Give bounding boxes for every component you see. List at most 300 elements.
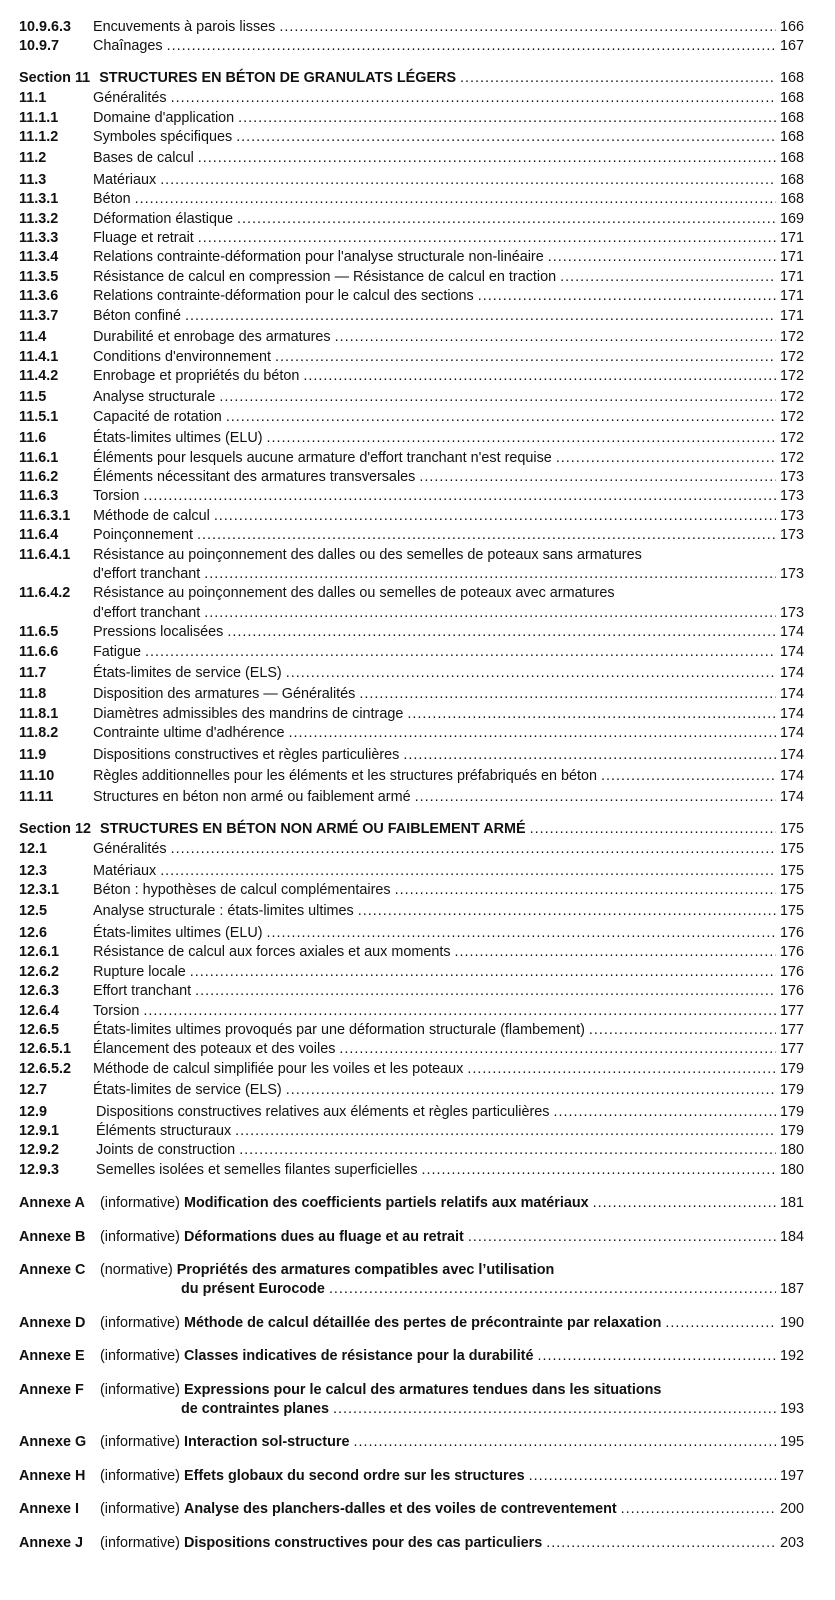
toc-entry[interactable]: [19, 89, 804, 108]
toc-entry-title: États-limites ultimes provoqués par une déformation structurale (flambement): [93, 1021, 585, 1038]
toc-entry-line: [19, 268, 804, 287]
toc-entry-number: 11.8.2: [19, 725, 59, 742]
toc-entry-number: 12.3.1: [19, 882, 60, 899]
toc-page-number: 175: [779, 903, 804, 920]
toc-entry[interactable]: [19, 18, 804, 37]
leader-dots: [171, 840, 776, 859]
toc-entry[interactable]: [19, 881, 804, 900]
toc-page-number: 168: [779, 69, 804, 86]
toc-page-number: 180: [779, 1142, 804, 1159]
toc-page-number: 173: [779, 527, 804, 544]
toc-entry[interactable]: [19, 584, 804, 623]
toc-entry[interactable]: [19, 109, 804, 128]
toc-entry-line: [19, 546, 804, 565]
toc-entry[interactable]: [19, 546, 804, 585]
toc-page-number: 179: [779, 1103, 804, 1120]
leader-dots: [238, 109, 776, 128]
toc-section-number: Section 12: [19, 820, 91, 837]
toc-entry[interactable]: [19, 507, 804, 526]
toc-entry-number: 12.5: [19, 903, 48, 920]
leader-dots: [537, 1347, 776, 1366]
toc-entry-title: Béton : hypothèses de calcul complémentaires: [93, 882, 391, 899]
toc-page-number: 174: [779, 789, 804, 806]
toc-entry-number: 11.3: [19, 171, 47, 188]
toc-entry-title: Résistance de calcul en compression — Résistance de calcul en traction: [93, 268, 557, 285]
toc-entry-title: Béton confiné: [93, 307, 182, 324]
toc-entry-number: Annexe I: [19, 1501, 79, 1518]
toc-entry-line: [19, 1314, 804, 1333]
toc-entry[interactable]: [19, 449, 804, 468]
toc-entry-line: [19, 643, 804, 662]
toc-entry-number: 11.9: [19, 746, 47, 763]
toc-entry-number: 11.8: [19, 686, 47, 703]
toc-page-number: 171: [779, 230, 804, 247]
toc-entry-number: 10.9.7: [19, 38, 60, 55]
toc-entry[interactable]: [19, 902, 804, 921]
toc-annex-entry[interactable]: [19, 1194, 804, 1213]
toc-entry-title: Effort tranchant: [93, 983, 192, 1000]
toc-entry[interactable]: [19, 307, 804, 326]
toc-annex-qualifier: (informative): [100, 1195, 180, 1212]
toc-entry-line: [19, 367, 804, 386]
toc-annex-entry[interactable]: [19, 1500, 804, 1519]
leader-dots: [415, 788, 776, 807]
toc-entry[interactable]: [19, 367, 804, 386]
leader-dots: [267, 924, 776, 943]
leader-dots: [455, 943, 776, 962]
toc-entry-line: [19, 210, 804, 229]
toc-entry[interactable]: [19, 724, 804, 743]
toc-entry-line: [19, 902, 804, 921]
toc-annex-qualifier: (informative): [100, 1467, 180, 1484]
toc-entry-line: [19, 1103, 804, 1122]
toc-entry-title: Élancement des poteaux et des voiles: [93, 1041, 336, 1058]
leader-dots: [359, 685, 776, 704]
toc-entry[interactable]: [19, 664, 804, 683]
toc-entry-line: [19, 943, 804, 962]
toc-annex-entry[interactable]: [19, 1467, 804, 1486]
leader-dots: [546, 1534, 776, 1553]
leader-dots: [167, 37, 776, 56]
toc-entry-line: [19, 487, 804, 506]
toc-entry[interactable]: [19, 963, 804, 982]
toc-page-number: 190: [779, 1314, 804, 1331]
toc-entry-number: 11.3.7: [19, 307, 59, 324]
toc-entry[interactable]: [19, 746, 804, 765]
toc-annex-entry[interactable]: [19, 1314, 804, 1333]
toc-entry-number: 12.9.1: [19, 1122, 60, 1139]
toc-entry-number: 12.9: [19, 1103, 48, 1120]
toc-entry[interactable]: [19, 1141, 804, 1160]
toc-entry[interactable]: [19, 643, 804, 662]
toc-entry[interactable]: [19, 1161, 804, 1180]
toc-entry-number: 12.6.4: [19, 1002, 60, 1019]
leader-dots: [529, 1467, 776, 1486]
toc-page-number: 168: [779, 90, 804, 107]
toc-page-number: 173: [779, 488, 804, 505]
toc-entry-title: Expressions pour le calcul des armatures tendues dans les situations: [183, 1381, 662, 1398]
leader-dots: [478, 287, 776, 306]
toc-entry-title: Éléments pour lesquels aucune armature d'effort tranchant n'est requise: [93, 449, 552, 466]
toc-page-number: 175: [779, 882, 804, 899]
toc-page-number: 172: [779, 367, 804, 384]
toc-entry-line: [19, 229, 804, 248]
toc-entry[interactable]: [19, 1122, 804, 1141]
toc-page-number: 169: [779, 210, 804, 227]
toc-entry-line: [19, 1467, 804, 1486]
toc-page-number: 177: [779, 1002, 804, 1019]
toc-entry-number: 12.9.3: [19, 1161, 60, 1178]
toc-entry-number: Annexe C: [19, 1261, 86, 1278]
toc-section-title: STRUCTURES EN BÉTON DE GRANULATS LÉGERS: [99, 69, 457, 86]
toc-entry-line: [19, 1081, 804, 1100]
leader-dots: [601, 767, 776, 786]
toc-entry-title: Bases de calcul: [93, 150, 194, 167]
toc-entry[interactable]: [19, 348, 804, 367]
toc-annex-qualifier: (informative): [100, 1381, 180, 1398]
toc-entry-line: [19, 705, 804, 724]
toc-entry-title-continued: du présent Eurocode: [181, 1281, 325, 1298]
toc-entry-title: Classes indicatives de résistance pour la durabilité: [183, 1348, 534, 1365]
toc-page-number: 179: [779, 1122, 804, 1139]
toc-entry-number: 11.6.5: [19, 624, 59, 641]
toc-entry-number: 11.6.2: [19, 468, 59, 485]
toc-entry-number: Annexe F: [19, 1381, 84, 1398]
toc-page-number: 180: [779, 1161, 804, 1178]
toc-entry-line: [19, 584, 804, 603]
toc-entry-title: Propriétés des armatures compatibles avec l’utilisation: [176, 1261, 555, 1278]
toc-entry-line: [19, 190, 804, 209]
toc-entry-line: [19, 1021, 804, 1040]
toc-entry-number: 12.6.2: [19, 963, 60, 980]
toc-page-number: 168: [779, 109, 804, 126]
toc-entry[interactable]: [19, 210, 804, 229]
leader-dots: [145, 643, 776, 662]
toc-entry-number: 12.6.5: [19, 1021, 60, 1038]
toc-entry-number: 12.3: [19, 862, 48, 879]
toc-entry-title: Matériaux: [93, 862, 157, 879]
leader-dots: [267, 429, 776, 448]
leader-dots: [286, 664, 776, 683]
toc-entry-line: [19, 623, 804, 642]
toc-entry-line: [19, 982, 804, 1001]
toc-entry-number: Annexe B: [19, 1228, 86, 1245]
toc-entry[interactable]: [19, 982, 804, 1001]
toc-entry-title: Structures en béton non armé ou faiblement armé: [93, 789, 411, 806]
toc-entry-title: Torsion: [93, 1002, 140, 1019]
toc-entry-number: Annexe J: [19, 1534, 83, 1551]
toc-entry-line: [19, 248, 804, 267]
toc-annex-entry[interactable]: [19, 1381, 804, 1420]
leader-dots: [214, 507, 776, 526]
toc-entry-line: [19, 664, 804, 683]
toc-entry-title: États-limites ultimes (ELU): [93, 430, 263, 447]
toc-page-number: 168: [779, 150, 804, 167]
toc-entry[interactable]: [19, 840, 804, 859]
leader-dots: [593, 1194, 776, 1213]
toc-entry[interactable]: [19, 1002, 804, 1021]
toc-entry[interactable]: [19, 328, 804, 347]
toc-entry-line: [19, 788, 804, 807]
toc-entry[interactable]: [19, 705, 804, 724]
leader-dots: [135, 190, 776, 209]
toc-entry-line: [19, 408, 804, 427]
leader-dots: [171, 89, 776, 108]
toc-page-number: 175: [779, 841, 804, 858]
toc-entry[interactable]: [19, 623, 804, 642]
toc-page-number: 173: [779, 468, 804, 485]
toc-page-number: 167: [779, 38, 804, 55]
toc-page-number: 171: [779, 288, 804, 305]
leader-dots: [198, 229, 776, 248]
toc-entry-title: Généralités: [93, 90, 167, 107]
toc-entry-title: Méthode de calcul détaillée des pertes de précontrainte par relaxation: [183, 1314, 662, 1331]
toc-entry-line: [19, 1002, 804, 1021]
toc-page-number: 171: [779, 268, 804, 285]
toc-entry-title: Pressions localisées: [93, 624, 224, 641]
toc-entry-line: [19, 1060, 804, 1079]
toc-entry-line: [19, 724, 804, 743]
leader-dots: [275, 348, 776, 367]
toc-page-number: 192: [779, 1348, 804, 1365]
toc-entry-line: [19, 1122, 804, 1141]
toc-entry-line: [19, 348, 804, 367]
leader-dots: [554, 1103, 776, 1122]
toc-page-number: 187: [779, 1281, 804, 1298]
toc-annex-entry[interactable]: [19, 1228, 804, 1247]
toc-entry-number: 11.4.1: [19, 348, 59, 365]
toc-page-number: 174: [779, 705, 804, 722]
toc-entry-line: [19, 18, 804, 37]
leader-dots: [335, 328, 776, 347]
toc-annex-qualifier: (normative): [100, 1261, 173, 1278]
toc-entry-title-continued: de contraintes planes: [181, 1401, 329, 1417]
toc-page-number: 184: [779, 1228, 804, 1245]
toc-entry[interactable]: [19, 1081, 804, 1100]
toc-entry-number: 12.6.5.1: [19, 1041, 72, 1058]
toc-section-heading[interactable]: [19, 69, 804, 88]
toc-annex-entry[interactable]: [19, 1261, 804, 1300]
toc-entry-line: [19, 924, 804, 943]
leader-dots: [160, 171, 776, 190]
toc-entry-title: Contrainte ultime d'adhérence: [93, 725, 285, 742]
toc-entry-title: Modification des coefficients partiels relatifs aux matériaux: [183, 1195, 589, 1212]
toc-entry[interactable]: [19, 788, 804, 807]
toc-entry-number: 11.3.6: [19, 288, 59, 305]
toc-page-number: 172: [779, 430, 804, 447]
toc-entry-number: 11.6.6: [19, 643, 59, 660]
toc-entry-line: [19, 881, 804, 900]
toc-entry-title: Fatigue: [93, 643, 141, 660]
toc-entry-number: 11.3.1: [19, 191, 59, 208]
toc-entry-line: [19, 1261, 804, 1280]
toc-entry[interactable]: [19, 924, 804, 943]
toc-entry-title: Encuvements à parois lisses: [93, 19, 276, 35]
toc-entry-number: 11.2: [19, 150, 47, 167]
leader-dots: [339, 1040, 776, 1059]
toc-entry-line: [19, 89, 804, 108]
toc-entry-title: Fluage et retrait: [93, 230, 194, 247]
toc-page-number: 168: [779, 191, 804, 208]
toc-entry-line: [19, 109, 804, 128]
toc-entry-line: [19, 507, 804, 526]
toc-entry[interactable]: [19, 171, 804, 190]
toc-entry-title: Analyse structurale: [93, 389, 216, 406]
leader-dots: [560, 268, 776, 287]
toc-entry-number: Annexe A: [19, 1195, 85, 1212]
toc-page-number: 176: [779, 963, 804, 980]
toc-entry-number: 12.9.2: [19, 1142, 60, 1159]
toc-page-number: 174: [779, 624, 804, 641]
toc-section-heading[interactable]: [19, 820, 804, 839]
toc-entry-title: Dispositions constructives et règles particulières: [93, 746, 400, 763]
toc-entry[interactable]: [19, 468, 804, 487]
toc-page-number: 179: [779, 1082, 804, 1099]
toc-entry-title: Semelles isolées et semelles filantes superficielles: [96, 1161, 418, 1178]
toc-entry[interactable]: [19, 1021, 804, 1040]
toc-annex-qualifier: (informative): [100, 1534, 180, 1551]
toc-annex-entry[interactable]: [19, 1433, 804, 1452]
toc-entry-title: Matériaux: [93, 171, 157, 188]
toc-entry[interactable]: [19, 685, 804, 704]
leader-dots: [204, 565, 776, 584]
toc-entry-title: Déformation élastique: [93, 210, 233, 227]
toc-entry-title: Analyse structurale : états-limites ultimes: [93, 903, 354, 920]
toc-section-title: STRUCTURES EN BÉTON NON ARMÉ OU FAIBLEMENT ARMÉ: [99, 820, 526, 837]
toc-entry-number: 12.7: [19, 1082, 48, 1099]
leader-dots: [460, 69, 776, 88]
toc-page-number: 173: [779, 507, 804, 524]
toc-page-number: 203: [779, 1534, 804, 1551]
toc-page-number: 168: [779, 129, 804, 146]
toc-entry[interactable]: [19, 408, 804, 427]
toc-entry-line: [19, 1400, 804, 1419]
toc-entry-number: 11.4: [19, 329, 47, 346]
leader-dots: [219, 388, 776, 407]
toc-entry-title: Résistance de calcul aux forces axiales et aux moments: [93, 944, 451, 961]
toc-entry[interactable]: [19, 268, 804, 287]
toc-entry-number: 11.8.1: [19, 705, 59, 722]
toc-entry-title: Relations contrainte-déformation pour l'analyse structurale non-linéaire: [93, 249, 544, 266]
leader-dots: [395, 881, 776, 900]
toc-entry[interactable]: [19, 1103, 804, 1122]
toc-page-number: 195: [779, 1434, 804, 1451]
toc-entry-number: 10.9.6.3: [19, 19, 72, 35]
toc-entry-number: 11.4.2: [19, 367, 59, 384]
toc-entry-number: 11.1.2: [19, 129, 59, 146]
toc-annex-qualifier: (informative): [100, 1434, 180, 1451]
leader-dots: [279, 18, 776, 37]
leader-dots: [358, 902, 776, 921]
toc-page-number: 193: [779, 1401, 804, 1417]
toc-entry[interactable]: [19, 767, 804, 786]
leader-dots: [407, 705, 776, 724]
leader-dots: [235, 1122, 776, 1141]
toc-entry[interactable]: [19, 943, 804, 962]
toc-entry-title: Résistance au poinçonnement des dalles ou semelles de poteaux avec armatures: [93, 585, 615, 602]
toc-entry-title: Relations contrainte-déformation pour le calcul des sections: [93, 288, 474, 305]
leader-dots: [467, 1060, 776, 1079]
leader-dots: [354, 1433, 776, 1452]
toc-annex-entry[interactable]: [19, 1347, 804, 1366]
leader-dots: [422, 1161, 776, 1180]
toc-entry-number: Annexe G: [19, 1434, 87, 1451]
leader-dots: [160, 862, 776, 881]
toc-page-number: 174: [779, 643, 804, 660]
toc-entry-line: [19, 1381, 804, 1400]
toc-entry-line: [19, 149, 804, 168]
leader-dots: [329, 1280, 776, 1299]
toc-entry-number: 11.5: [19, 389, 47, 406]
toc-entry-line: [19, 328, 804, 347]
toc-page-number: 172: [779, 348, 804, 365]
toc-entry[interactable]: [19, 526, 804, 545]
toc-entry[interactable]: [19, 287, 804, 306]
toc-entry-title: Domaine d'application: [93, 109, 235, 126]
toc-page-number: 177: [779, 1021, 804, 1038]
toc-annex-qualifier: (informative): [100, 1314, 180, 1331]
toc-entry[interactable]: [19, 248, 804, 267]
toc-page-number: 166: [779, 19, 804, 35]
toc-entry[interactable]: [19, 149, 804, 168]
toc-entry-title: États-limites de service (ELS): [93, 1082, 282, 1099]
toc-annex-qualifier: (informative): [100, 1348, 180, 1365]
toc-entry-number: 11.1: [19, 90, 47, 107]
toc-entry[interactable]: [19, 862, 804, 881]
toc-page-number: 176: [779, 983, 804, 1000]
toc-entry-line: [19, 449, 804, 468]
toc-entry-line: [19, 1534, 804, 1553]
toc-entry-line: [19, 963, 804, 982]
leader-dots: [227, 623, 776, 642]
toc-annex-entry[interactable]: [19, 1534, 804, 1553]
toc-page-number: 176: [779, 924, 804, 941]
toc-entry-title: Béton: [93, 191, 131, 208]
toc-page-number: 181: [779, 1195, 804, 1212]
toc-page-number: 172: [779, 389, 804, 406]
toc-entry-number: 11.11: [19, 789, 54, 806]
toc-entry[interactable]: [19, 190, 804, 209]
toc-entry[interactable]: [19, 1060, 804, 1079]
toc-entry-title: Dispositions constructives relatives aux éléments et règles particulières: [96, 1103, 550, 1120]
toc-entry[interactable]: [19, 429, 804, 448]
toc-entry[interactable]: [19, 487, 804, 506]
toc-page-number: 174: [779, 746, 804, 763]
leader-dots: [556, 449, 776, 468]
toc-page-number: 197: [779, 1467, 804, 1484]
toc-page-number: 171: [779, 307, 804, 324]
toc-entry-line: [19, 565, 804, 584]
leader-dots: [286, 1081, 776, 1100]
toc-entry-number: 12.6.1: [19, 944, 60, 961]
toc-entry-number: 11.6.3: [19, 488, 59, 505]
leader-dots: [333, 1400, 776, 1419]
toc-entry-number: 11.6.1: [19, 449, 59, 466]
toc-entry-number: Annexe E: [19, 1348, 85, 1365]
toc-entry[interactable]: [19, 388, 804, 407]
leader-dots: [226, 408, 776, 427]
leader-dots: [665, 1314, 776, 1333]
leader-dots: [198, 149, 776, 168]
toc-entry[interactable]: [19, 128, 804, 147]
leader-dots: [197, 526, 776, 545]
toc-entry[interactable]: [19, 229, 804, 248]
toc-entry-title: Torsion: [93, 488, 140, 505]
toc-entry[interactable]: [19, 37, 804, 56]
toc-entry-number: 12.1: [19, 841, 48, 858]
leader-dots: [204, 604, 776, 623]
toc-entry[interactable]: [19, 1040, 804, 1059]
